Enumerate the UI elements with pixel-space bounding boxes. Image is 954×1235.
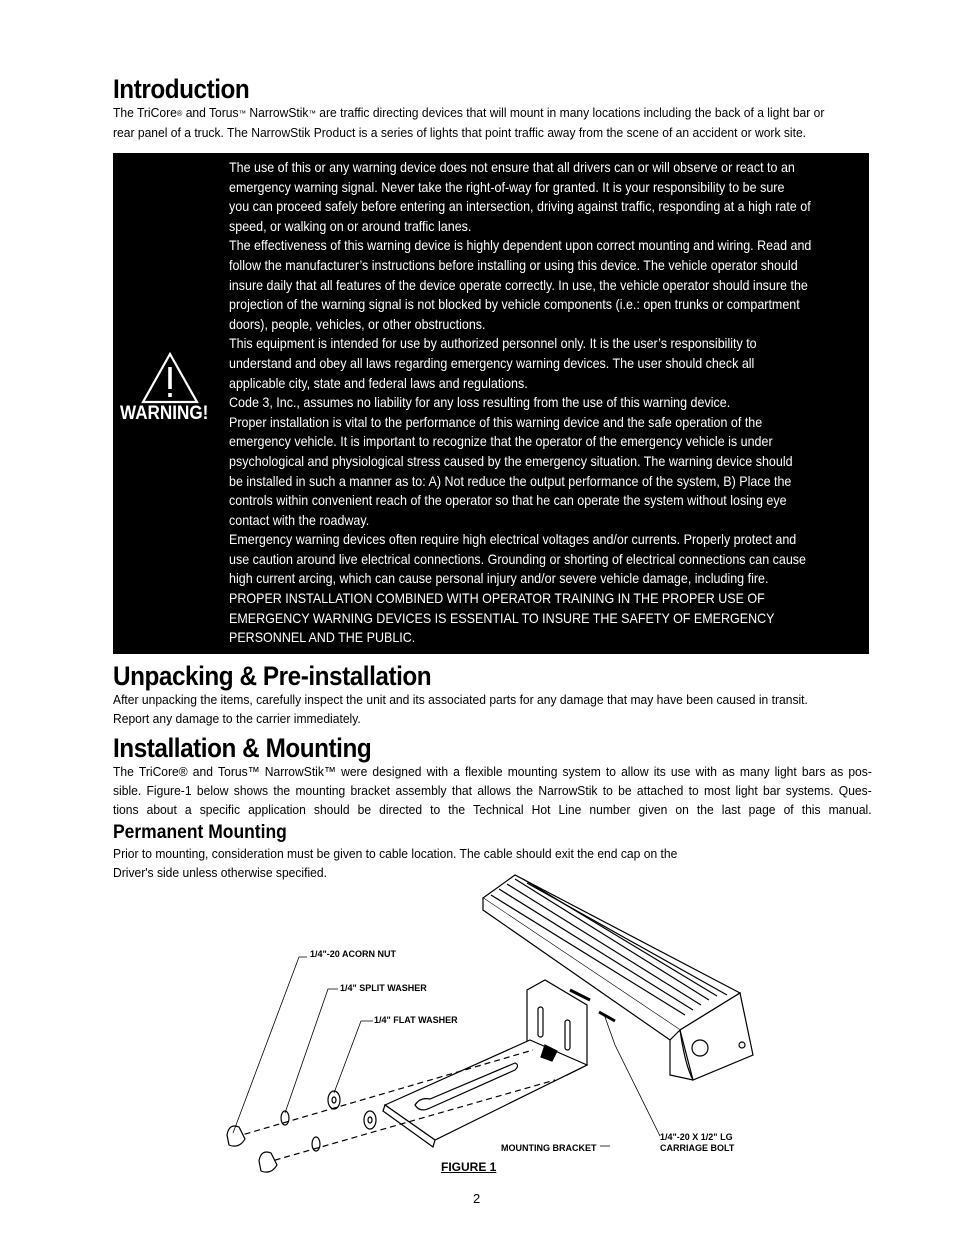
warning-line: applicable city, state and federal laws and regulations. xyxy=(229,375,528,391)
label-carriage-bolt: CARRIAGE BOLT xyxy=(660,1143,735,1153)
warning-line: PROPER INSTALLATION COMBINED WITH OPERATOR TRAINING IN THE PROPER USE OF xyxy=(229,591,765,607)
warning-line: emergency vehicle. It is important to recognize that the operator of the emergency vehicle is under xyxy=(229,434,773,450)
page-number: 2 xyxy=(473,1191,481,1206)
installation-line-1: The TriCore® and Torus™ NarrowStik™ were designed with a flexible mounting system to allow its use with as many light bars as pos- xyxy=(113,764,872,779)
warning-line: you can proceed safely before entering an intersection, driving against traffic, responding at a high rate of xyxy=(229,199,811,215)
warning-line: Proper installation is vital to the performance of this warning device and the safe operation of the xyxy=(229,414,763,430)
warning-line: PERSONNEL AND THE PUBLIC. xyxy=(229,630,416,646)
warning-line: understand and obey all laws regarding emergency warning devices. The user should check all xyxy=(229,355,755,371)
label-mounting-bracket: MOUNTING BRACKET xyxy=(501,1143,597,1153)
label-flat-washer: 1/4" FLAT WASHER xyxy=(374,1015,458,1025)
unpacking-title: Unpacking & Pre-installation xyxy=(113,661,432,691)
warning-line: Emergency warning devices often require high electrical voltages and/or currents. Properly protect and xyxy=(229,532,797,548)
warning-line: follow the manufacturer’s instructions before installing or using this device. The vehicle operator should xyxy=(229,257,798,273)
intro-title: Introduction xyxy=(113,74,250,104)
installation-line-3: tions about a specific application should be directed to the Technical Hot Line number given on the last page of this manual. xyxy=(113,802,872,817)
installation-line-2: sible. Figure-1 below shows the mounting bracket assembly that allows the NarrowStik to be attached to most light bar systems. Ques- xyxy=(113,783,872,798)
warning-line: high current arcing, which can cause personal injury and/or severe vehicle damage, including fire. xyxy=(229,571,769,587)
warning-line: EMERGENCY WARNING DEVICES IS ESSENTIAL TO INSURE THE SAFETY OF EMERGENCY xyxy=(229,610,775,626)
warning-line: The effectiveness of this warning device is highly dependent upon correct mounting and wiring. Read and xyxy=(229,238,812,254)
label-split-washer: 1/4" SPLIT WASHER xyxy=(340,983,427,993)
unpacking-paragraph: After unpacking the items, carefully inspect the unit and its associated parts for any damage that may have been caused in transit. Report any damage to the carrier immediately. xyxy=(113,692,808,726)
warning-line: be installed in such a manner as to: A) Not reduce the output performance of the system, B) Place the xyxy=(229,473,792,489)
warning-label: WARNING! xyxy=(120,403,209,424)
intro-paragraph: The TriCore® and Torus™ NarrowStik™ are traffic directing devices that will mount in many locations including the back of a light bar or rear panel of a truck. The NarrowStik Product is a series of lights that point traffic away from the scene of an accident or work site. xyxy=(113,105,825,140)
warning-line: projection of the warning signal is not blocked by vehicle components (i.e.: open trunks or compartment xyxy=(229,297,800,313)
warning-line: use caution around live electrical connections. Grounding or shorting of electrical connections can cause xyxy=(229,551,807,567)
warning-line: The use of this or any warning device does not ensure that all drivers can or will observe or react to an xyxy=(229,160,795,175)
warning-line: doors), people, vehicles, or other obstructions. xyxy=(229,316,486,332)
installation-paragraph xyxy=(113,762,872,819)
warning-line: This equipment is intended for use by authorized personnel only. It is the user’s responsibility to xyxy=(229,336,757,352)
label-carriage-bolt-size: 1/4"-20 X 1/2" LG xyxy=(660,1132,733,1142)
warning-triangle-icon xyxy=(141,352,199,404)
label-acorn-nut: 1/4"-20 ACORN NUT xyxy=(310,949,396,959)
permanent-mounting-title: Permanent Mounting xyxy=(113,822,287,843)
warning-text xyxy=(229,158,818,648)
warning-line: psychological and physiological stress caused by the emergency situation. The warning device should xyxy=(229,453,793,469)
installation-title: Installation & Mounting xyxy=(113,733,372,763)
warning-line: insure daily that all features of the device operate correctly. In use, the vehicle operator should insure the xyxy=(229,277,808,293)
permanent-mounting-paragraph: Prior to mounting, consideration must be given to cable location. The cable should exit the end cap on the Driver's side unless otherwise specified. xyxy=(113,846,678,880)
warning-line: controls within convenient reach of the operator so that he can operate the system without losing eye xyxy=(229,493,787,509)
warning-line: emergency warning signal. Never take the right-of-way for granted. It is your responsibility to be sure xyxy=(229,179,785,195)
warning-line: speed, or walking on or around traffic lanes. xyxy=(229,218,472,234)
figure-caption: FIGURE 1 xyxy=(441,1160,497,1174)
warning-line: contact with the roadway. xyxy=(229,512,370,528)
warning-line: Code 3, Inc., assumes no liability for any loss resulting from the use of this warning device. xyxy=(229,395,731,411)
